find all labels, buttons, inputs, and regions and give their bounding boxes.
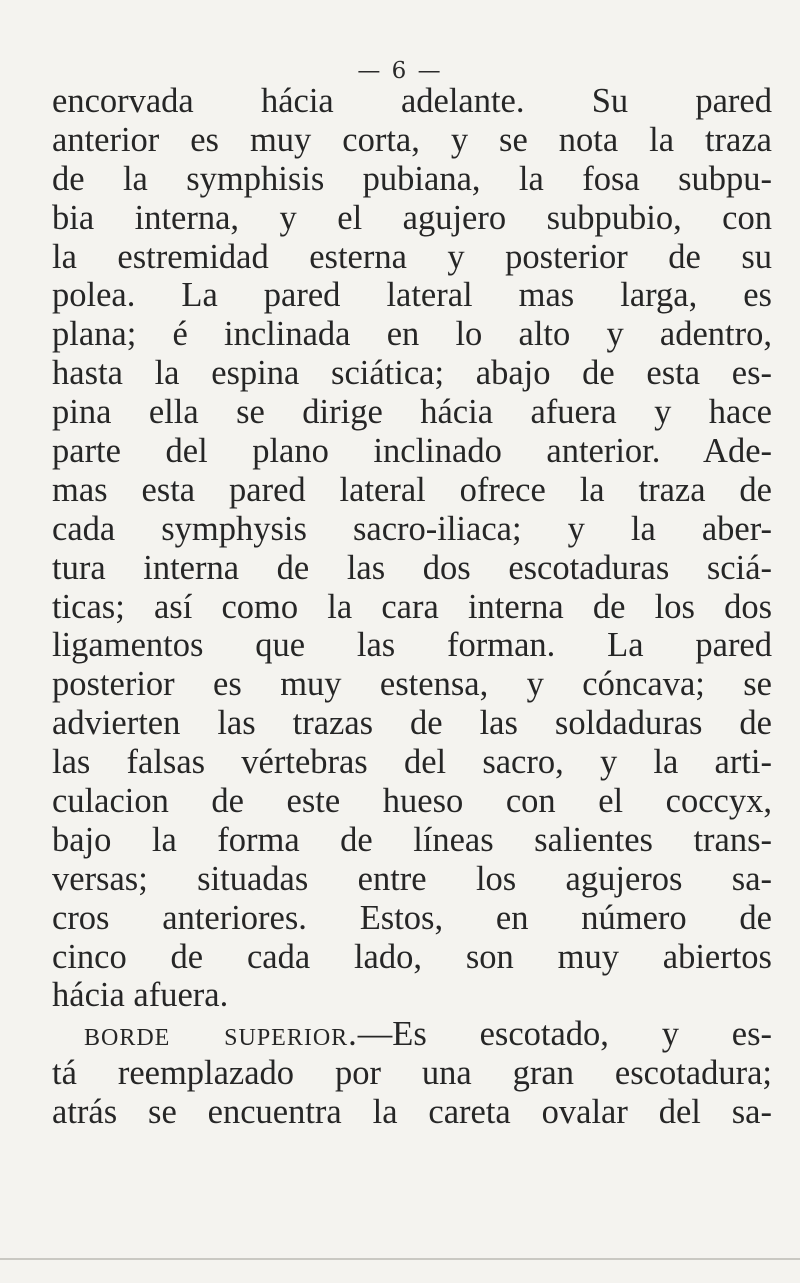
text-line: la estremidad esterna y posterior de su bbox=[52, 237, 772, 276]
body-text bbox=[52, 82, 772, 1132]
text-line: cinco de cada lado, son muy abiertos bbox=[52, 937, 772, 976]
text-line: plana; é inclinada en lo alto y adentro, bbox=[52, 315, 772, 354]
text-line: de la symphisis pubiana, la fosa subpu- bbox=[52, 159, 772, 198]
text-line: anterior es muy corta, y se nota la traza bbox=[52, 120, 772, 159]
text-line: tura interna de las dos escotaduras sciá- bbox=[52, 548, 772, 587]
text-line: parte del plano inclinado anterior. Ade- bbox=[52, 432, 772, 471]
text-line: bajo la forma de líneas salientes trans- bbox=[52, 820, 772, 859]
text-line: las falsas vértebras del sacro, y la arti- bbox=[52, 743, 772, 782]
section-heading: borde superior. bbox=[84, 1015, 358, 1054]
text-fragment: —Es escotado, y es- bbox=[357, 1015, 772, 1054]
section-heading-line bbox=[52, 1015, 772, 1054]
text-line: mas esta pared lateral ofrece la traza de bbox=[52, 470, 772, 509]
text-line: posterior es muy estensa, y cóncava; se bbox=[52, 665, 772, 704]
text-line: cros anteriores. Estos, en número de bbox=[52, 898, 772, 937]
text-line: culacion de este hueso con el coccyx, bbox=[52, 782, 772, 821]
text-line: ligamentos que las forman. La pared bbox=[52, 626, 772, 665]
text-line: polea. La pared lateral mas larga, es bbox=[52, 276, 772, 315]
text-line: advierten las trazas de las soldaduras de bbox=[52, 704, 772, 743]
text-line: bia interna, y el agujero subpubio, con bbox=[52, 198, 772, 237]
text-line: versas; situadas entre los agujeros sa- bbox=[52, 859, 772, 898]
page-number: — 6 — bbox=[357, 58, 443, 84]
text-line: encorvada hácia adelante. Su pared bbox=[52, 82, 772, 120]
page-bottom-edge bbox=[0, 1258, 800, 1260]
text-line: hácia afuera. bbox=[52, 976, 229, 1015]
text-line: cada symphysis sacro-iliaca; y la aber- bbox=[52, 509, 772, 548]
text-line: ticas; así como la cara interna de los dos bbox=[52, 587, 772, 626]
text-line: hasta la espina sciática; abajo de esta es- bbox=[52, 354, 772, 393]
text-line: tá reemplazado por una gran escotadura; bbox=[52, 1054, 772, 1093]
text-line: pina ella se dirige hácia afuera y hace bbox=[52, 393, 772, 432]
text-line: atrás se encuentra la careta ovalar del sa- bbox=[52, 1093, 772, 1132]
